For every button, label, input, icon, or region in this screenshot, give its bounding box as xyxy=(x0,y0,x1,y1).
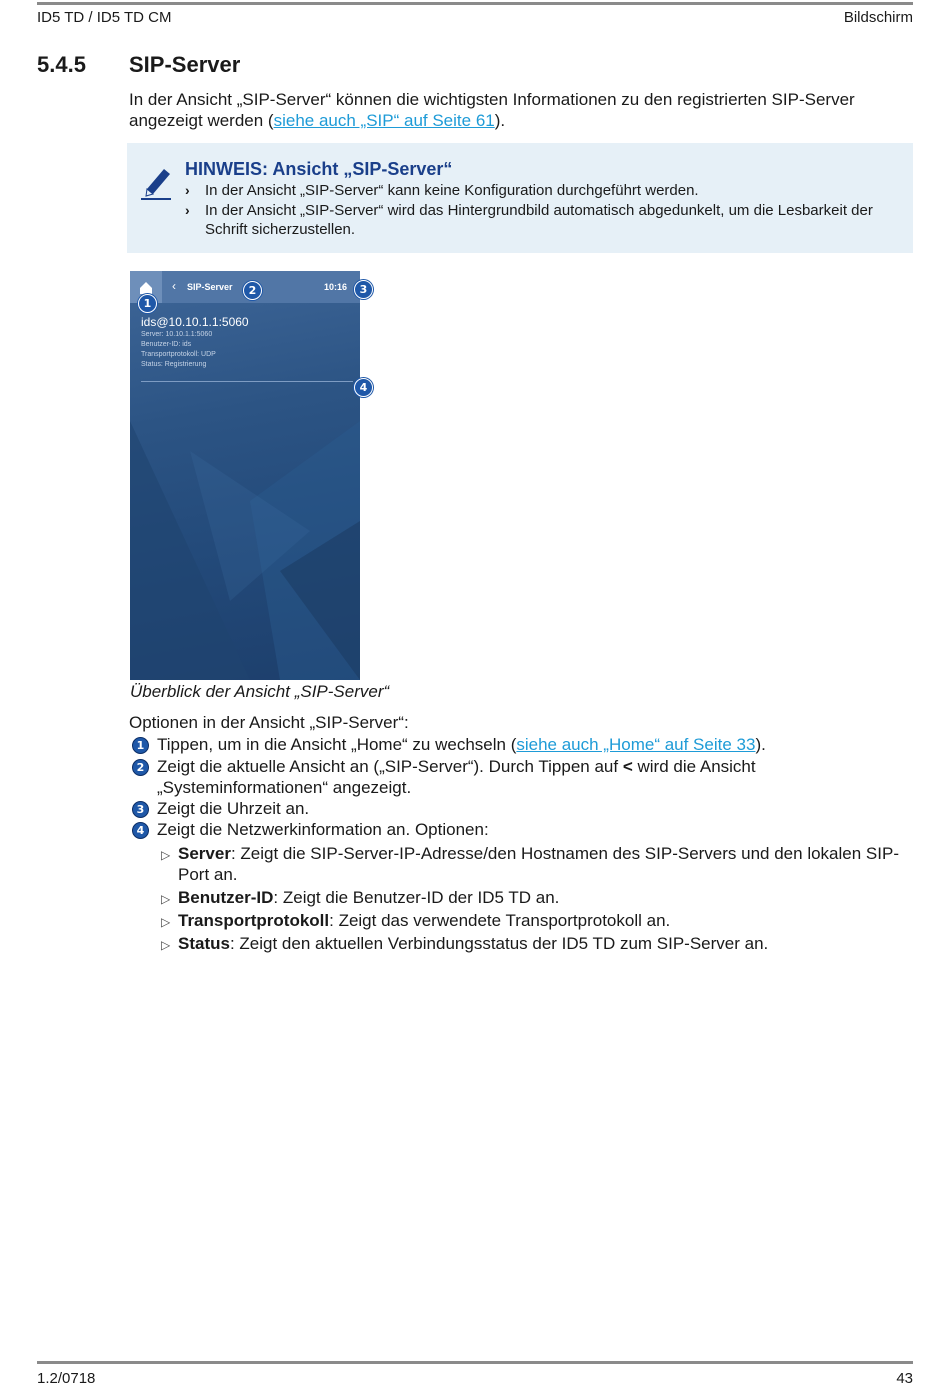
sub-option-user-id xyxy=(178,887,913,908)
options-intro: Optionen in der Ansicht „SIP-Server“: xyxy=(129,713,409,732)
note-item-text: In der Ansicht „SIP-Server“ wird das Hintergrundbild automatisch abgedunkelt, um die Lesbarkeit der Schrift sicherzustellen. xyxy=(205,201,873,238)
clock: 10:16 xyxy=(324,282,348,292)
number-badge: 1 xyxy=(132,737,149,754)
back-symbol: < xyxy=(622,757,633,776)
callout-3: 3 xyxy=(354,280,373,299)
option-1 xyxy=(157,734,913,755)
separator xyxy=(141,381,353,382)
page-number: 43 xyxy=(896,1370,913,1387)
device-screenshot xyxy=(130,271,360,680)
option-text-end: wird die Ansicht „Systeminformationen“ angezeigt. xyxy=(157,757,756,797)
section-title: SIP-Server xyxy=(129,52,241,77)
option-3: Zeigt die Uhrzeit an. xyxy=(157,799,310,818)
section-number: 5.4.5 xyxy=(37,52,86,77)
footer-rule xyxy=(37,1361,913,1364)
intro-paragraph xyxy=(129,89,913,131)
callout-2: 2 xyxy=(243,281,262,300)
intro-text: In der Ansicht „SIP-Server“ können die wichtigsten Informationen zu den registrierten SIP-Server angezeigt werden ( xyxy=(129,90,855,130)
arrow-icon: ▷ xyxy=(161,915,171,929)
header-product: ID5 TD / ID5 TD CM xyxy=(37,9,172,26)
arrow-icon: ▷ xyxy=(161,892,171,906)
sub-option-transport xyxy=(178,910,913,931)
callout-4: 4 xyxy=(354,378,373,397)
sub-term: Status xyxy=(178,934,230,953)
info-server: Server: 10.10.1.1:5060 xyxy=(141,331,213,338)
info-transport: Transportprotokoll: UDP xyxy=(141,351,216,358)
sub-text: : Zeigt den aktuellen Verbindungsstatus der ID5 TD zum SIP-Server an. xyxy=(229,934,769,953)
note-item xyxy=(185,181,900,201)
number-badge: 3 xyxy=(132,801,149,818)
pencil-icon xyxy=(139,163,175,201)
note-title: HINWEIS: Ansicht „SIP-Server“ xyxy=(185,159,453,179)
sub-term: Benutzer-ID xyxy=(178,888,274,907)
chevron-right-icon: › xyxy=(185,201,190,218)
footer-version: 1.2/0718 xyxy=(37,1370,96,1387)
sub-option-status xyxy=(178,933,913,954)
number-badge: 4 xyxy=(132,822,149,839)
link-home[interactable]: siehe auch „Home“ auf Seite 33 xyxy=(516,735,756,754)
intro-text-end: ). xyxy=(494,111,506,130)
chevron-right-icon: › xyxy=(185,182,190,198)
sub-term: Transportprotokoll xyxy=(178,911,330,930)
option-text: Zeigt die aktuelle Ansicht an („SIP-Server“). Durch Tippen auf xyxy=(157,757,623,776)
header-chapter: Bildschirm xyxy=(843,9,913,26)
note-box xyxy=(127,143,913,253)
arrow-icon: ▷ xyxy=(161,938,171,952)
option-4: Zeigt die Netzwerkinformation an. Optionen: xyxy=(157,820,489,839)
arrow-icon: ▷ xyxy=(161,848,171,862)
header-rule xyxy=(37,2,913,5)
number-badge: 2 xyxy=(132,759,149,776)
sub-term: Server xyxy=(178,844,231,863)
callout-1: 1 xyxy=(138,294,157,313)
figure-caption: Überblick der Ansicht „SIP-Server“ xyxy=(130,682,390,701)
sub-text: : Zeigt die SIP-Server-IP-Adresse/den Hostnamen des SIP-Servers und den lokalen SIP-Port an. xyxy=(178,844,899,884)
sub-text: : Zeigt die Benutzer-ID der ID5 TD an. xyxy=(273,888,560,907)
sip-identity: ids@10.10.1.1:5060 xyxy=(141,315,249,329)
option-text: Tippen, um in die Ansicht „Home“ zu wechseln ( xyxy=(157,735,517,754)
link-sip[interactable]: siehe auch „SIP“ auf Seite 61 xyxy=(273,111,495,130)
sub-text: : Zeigt das verwendete Transportprotokoll an. xyxy=(329,911,671,930)
screen-title[interactable]: SIP-Server xyxy=(187,282,233,292)
option-text-end: ). xyxy=(755,735,766,754)
note-item-text: In der Ansicht „SIP-Server“ kann keine Konfiguration durchgeführt werden. xyxy=(205,182,699,199)
note-list xyxy=(185,181,900,240)
note-item xyxy=(185,201,900,240)
back-icon[interactable]: ‹ xyxy=(172,279,176,293)
sub-option-server xyxy=(178,843,913,885)
info-user-id: Benutzer-ID: ids xyxy=(141,341,192,348)
info-status: Status: Registrierung xyxy=(141,361,207,368)
option-2 xyxy=(157,756,913,798)
